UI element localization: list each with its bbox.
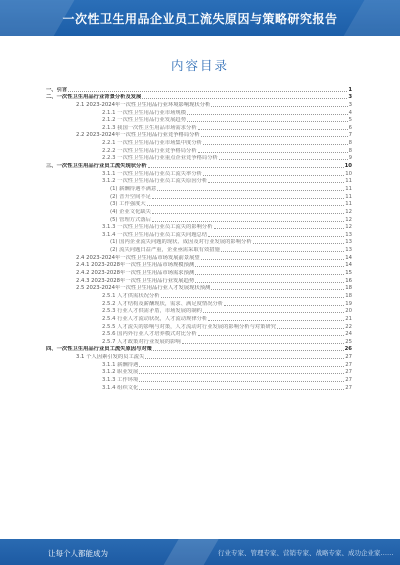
toc-entry-text: 2.5.4 行业人才流动状况，人才流动规律分析 (102, 315, 208, 322)
toc-entry-text: (3) 工作强度大 (110, 201, 146, 208)
toc-page-number: 21 (345, 315, 352, 322)
table-of-contents (46, 86, 352, 392)
toc-entry[interactable] (46, 369, 352, 377)
toc-page-number: 13 (345, 247, 352, 254)
toc-page-number: 27 (345, 354, 352, 361)
toc-leader-dots (187, 114, 348, 115)
toc-entry[interactable] (46, 86, 352, 94)
toc-entry-text: 2.1.2 一次性卫生用品行业发展趋势 (102, 117, 187, 124)
toc-leader-dots (139, 389, 344, 390)
toc-entry[interactable] (46, 185, 352, 193)
toc-leader-dots (211, 106, 347, 107)
toc-leader-dots (219, 159, 348, 160)
report-title: 一次性卫生用品企业员工流失原因与策略研究报告 (62, 12, 338, 26)
toc-page-number: 3 (348, 101, 352, 108)
toc-entry[interactable] (46, 231, 352, 239)
toc-page-number: 4 (348, 109, 352, 116)
toc-entry-text: 3.1.4 组织文化 (102, 384, 139, 391)
toc-entry[interactable] (46, 246, 352, 254)
toc-leader-dots (195, 266, 344, 267)
toc-entry[interactable] (46, 239, 352, 247)
toc-page-number: 14 (345, 262, 352, 269)
toc-leader-dots (208, 182, 344, 183)
toc-page-number: 18 (345, 285, 352, 292)
toc-page-number: 7 (348, 132, 352, 139)
toc-leader-dots (68, 91, 347, 92)
toc-page-number: 10 (345, 170, 352, 177)
toc-entry-text: 3.1 个人因素引发的员工流失 (76, 354, 145, 361)
toc-entry[interactable] (46, 384, 352, 392)
toc-entry[interactable] (46, 300, 352, 308)
toc-page-number: 15 (345, 270, 352, 277)
toc-leader-dots (152, 213, 344, 214)
toc-entry[interactable] (46, 323, 352, 331)
toc-entry-text: 2.4.3 2023-2028年一次性卫生用品行业发展趋势 (76, 277, 195, 284)
toc-entry-text: (2) 晋升空间不足 (110, 193, 151, 200)
toc-entry[interactable] (46, 117, 352, 125)
toc-leader-dots (221, 251, 344, 252)
toc-entry[interactable] (46, 208, 352, 216)
toc-entry-text: 四、一次性卫生用品行业员工流失原因与对策 (46, 346, 152, 353)
toc-entry-text: 2.2.3 一次性卫生用品行业重点企业竞争格局分析 (102, 155, 218, 162)
toc-entry[interactable] (46, 331, 352, 339)
toc-leader-dots (203, 175, 344, 176)
toc-entry[interactable] (46, 201, 352, 209)
toc-entry[interactable] (46, 155, 352, 163)
footer-tagline: 行业专家、管理专家、营销专家、战略专家、成功企业家…… (218, 549, 394, 557)
toc-entry[interactable] (46, 254, 352, 262)
toc-page-number: 27 (345, 369, 352, 376)
toc-page-number: 18 (345, 292, 352, 299)
toc-page-number: 26 (344, 346, 352, 353)
toc-page-number: 11 (345, 185, 352, 192)
toc-page-number: 27 (345, 376, 352, 383)
toc-entry-text: 2.1.3 我国一次性卫生用品市场需求分析 (102, 124, 197, 131)
toc-page-number: 27 (345, 384, 352, 391)
toc-entry-text: (2) 流失问题日益严重，企业亟需采取有效措施 (110, 247, 220, 254)
toc-leader-dots (157, 190, 344, 191)
toc-entry[interactable] (46, 353, 352, 361)
toc-entry-text: 3.1.3 工作环境 (102, 376, 139, 383)
toc-entry-text: 3.1.3 一次性卫生用品行业员工流失的影响分析 (102, 224, 213, 231)
toc-leader-dots (211, 289, 344, 290)
toc-entry-text: 2.1.1 一次性卫生用品行业市场规模 (102, 109, 187, 116)
toc-leader-dots (201, 136, 348, 137)
toc-leader-dots (152, 198, 344, 199)
toc-entry[interactable] (46, 124, 352, 132)
toc-page-number: 12 (345, 208, 352, 215)
toc-entry-text: 2.5.7 人才政策对行业发展的影响 (102, 338, 181, 345)
report-footer (0, 539, 400, 565)
toc-entry-text: 2.5.2 人才结构及薪酬现状，需求、满足度情况分析 (102, 300, 224, 307)
toc-page-number: 10 (344, 163, 352, 170)
toc-leader-dots (153, 350, 344, 351)
toc-page-number: 13 (345, 239, 352, 246)
toc-leader-dots (198, 152, 348, 153)
toc-page-number: 8 (348, 140, 352, 147)
toc-page-number: 14 (345, 254, 352, 261)
toc-leader-dots (161, 297, 345, 298)
toc-leader-dots (198, 129, 348, 130)
toc-page-number: 24 (345, 331, 352, 338)
toc-page-number: 12 (345, 216, 352, 223)
toc-leader-dots (195, 282, 344, 283)
toc-entry[interactable] (46, 162, 352, 170)
toc-page-number: 20 (345, 308, 352, 315)
toc-entry-text: 3.1.2 一次性卫生用品行业员工流失原因分析 (102, 178, 208, 185)
toc-leader-dots (195, 274, 344, 275)
toc-entry-text: 2.2.2 一次性卫生用品行业竞争格局分析 (102, 147, 197, 154)
toc-entry-text: (1) 国内企业流失问题的现状、成因及对行业发展的影响分析 (110, 239, 252, 246)
toc-entry-text: 2.4.2 2023-2028年一次性卫生用品市场需求预测 (76, 270, 195, 277)
toc-entry-text: 2.2 2023-2024年一次性卫生用品行业竞争格局分析 (76, 132, 200, 139)
toc-entry[interactable] (46, 292, 352, 300)
toc-leader-dots (145, 358, 344, 359)
toc-leader-dots (208, 320, 344, 321)
toc-page-number: 13 (345, 231, 352, 238)
toc-entry-text: 2.4 2023-2024年一次性卫生用品市场发展前景展望 (76, 254, 200, 261)
toc-entry[interactable] (46, 94, 352, 102)
toc-entry-text: 2.1 2023-2024年一次性卫生用品行业环境影响现状分析 (76, 101, 211, 108)
toc-page-number: 3 (348, 94, 352, 101)
toc-page-number: 9 (348, 155, 352, 162)
toc-entry[interactable] (46, 139, 352, 147)
toc-entry[interactable] (46, 178, 352, 186)
toc-leader-dots (147, 205, 345, 206)
toc-page-number: 22 (345, 323, 352, 330)
footer-decoration (158, 539, 221, 565)
toc-leader-dots (203, 312, 344, 313)
toc-leader-dots (152, 221, 344, 222)
toc-entry-text: 2.5.3 行业人才供需矛盾，市场发展的制约 (102, 308, 202, 315)
toc-leader-dots (142, 98, 347, 99)
toc-page-number: 11 (345, 201, 352, 208)
footer-slogan: 让每个人都能成为 (48, 549, 108, 558)
toc-page-number: 1 (348, 86, 352, 93)
toc-leader-dots (139, 366, 344, 367)
toc-entry-text: 3.1.1 薪酬待遇 (102, 361, 139, 368)
toc-entry-text: 2.5.5 人才流失的影响与对策，人才流动对行业发展的影响分析与对策研究 (102, 323, 277, 330)
toc-entry[interactable] (46, 338, 352, 346)
toc-page-number: 19 (345, 300, 352, 307)
toc-leader-dots (139, 381, 344, 382)
toc-entry-text: 2.4.1 2023-2028年一次性卫生用品市场规模预测 (76, 262, 195, 269)
toc-entry-text: 3.1.1 一次性卫生用品行业员工流失率分析 (102, 170, 202, 177)
toc-page-number: 16 (345, 277, 352, 284)
toc-entry-text: (1) 薪酬待遇不满意 (110, 185, 157, 192)
toc-entry[interactable] (46, 170, 352, 178)
toc-entry-text: (4) 企业文化缺失 (110, 208, 151, 215)
toc-page-number: 27 (345, 361, 352, 368)
toc-leader-dots (198, 335, 345, 336)
toc-entry-text: 二、一次性卫生用品行业背景分析及发展 (46, 94, 142, 101)
toc-entry[interactable] (46, 346, 352, 354)
report-header (0, 0, 400, 36)
toc-leader-dots (139, 373, 344, 374)
toc-entry[interactable] (46, 109, 352, 117)
toc-entry[interactable] (46, 132, 352, 140)
toc-entry[interactable] (46, 216, 352, 224)
toc-entry[interactable] (46, 269, 352, 277)
toc-entry[interactable] (46, 376, 352, 384)
toc-entry[interactable] (46, 315, 352, 323)
toc-entry[interactable] (46, 262, 352, 270)
toc-leader-dots (277, 328, 344, 329)
toc-entry-text: 2.2.1 一次性卫生用品行业市场集中度分析 (102, 140, 202, 147)
toc-entry[interactable] (46, 285, 352, 293)
toc-leader-dots (182, 343, 345, 344)
toc-page-number: 12 (345, 224, 352, 231)
toc-leader-dots (253, 243, 345, 244)
toc-page-number: 8 (348, 147, 352, 154)
toc-heading: 内容目录 (170, 58, 229, 73)
toc-entry-text: 2.5.6 国内外行业人才培养模式对比分析 (102, 331, 197, 338)
toc-entry[interactable] (46, 193, 352, 201)
toc-page-number: 11 (345, 178, 352, 185)
toc-entry[interactable] (46, 361, 352, 369)
toc-page-number: 5 (348, 117, 352, 124)
toc-entry-text: (5) 管理方式落后 (110, 216, 151, 223)
toc-leader-dots (187, 121, 348, 122)
toc-page-number: 11 (345, 193, 352, 200)
toc-leader-dots (201, 259, 345, 260)
toc-leader-dots (208, 236, 344, 237)
toc-entry[interactable] (46, 147, 352, 155)
toc-page-number: 25 (345, 338, 352, 345)
toc-leader-dots (224, 305, 344, 306)
toc-entry-text: 3.1.4 一次性卫生用品行业员工流失问题总结 (102, 231, 208, 238)
toc-entry[interactable] (46, 308, 352, 316)
toc-leader-dots (148, 167, 344, 168)
toc-entry[interactable] (46, 277, 352, 285)
toc-entry-text: 3.1.2 职业发展 (102, 369, 139, 376)
toc-leader-dots (203, 144, 348, 145)
toc-entry-text: 2.5 2023-2024年一次性卫生用品行业人才发展现状预测 (76, 285, 211, 292)
toc-entry-text: 一、引言 (46, 86, 68, 93)
toc-entry[interactable] (46, 224, 352, 232)
toc-leader-dots (214, 228, 345, 229)
toc-entry-text: 三、一次性卫生用品行业员工流失现状分析 (46, 163, 147, 170)
toc-entry[interactable] (46, 101, 352, 109)
toc-entry-text: 2.5.1 人才供需状况分析 (102, 292, 160, 299)
toc-page-number: 6 (348, 124, 352, 131)
